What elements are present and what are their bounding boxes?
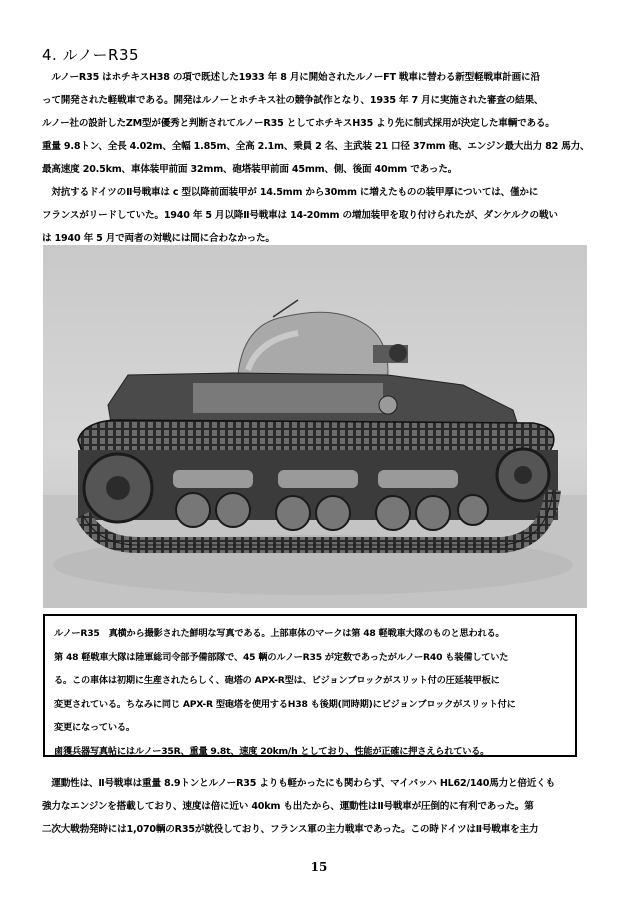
text-line: 二次大戦勃発時には1,070輌のR35が就役しており、フランス軍の主力戦車であった。この時ドイツはⅡ号戦車を主力 [42, 824, 539, 835]
text-line: 強力なエンジンを搭載しており、速度は倍に近い 40km も出たから、運動性はⅡ号戦車が圧倒的に有利であった。第 [42, 801, 534, 812]
text-line: は 1940 年 5 月で両者の対戦には間に合わなかった。 [42, 233, 275, 244]
page-number: 15 [310, 860, 328, 874]
text-line: 最高速度 20.5km、車体装甲前面 32mm、砲塔装甲前面 45mm、側、後面 40mm であった。 [42, 164, 458, 175]
text-line: 運動性は、Ⅱ号戦車は重量 8.9トンとルノーR35 よりも軽かったにも関わらず、マイバッハ HL62/140馬力と倍近くも [42, 778, 555, 789]
text-line: って開発された軽戦車である。開発はルノーとホチキス社の競争試作となり、1935 年 7 月に実施された審査の結果、 [42, 95, 544, 106]
outro-paragraph [42, 772, 598, 841]
caption-line: る。この車体は初期に生産されたらしく、砲塔の APX-R型は、ビジョンブロックがスリット付の圧延装甲板に [54, 675, 500, 686]
intro-paragraph [42, 66, 598, 250]
caption-line: 第 48 軽戦車大隊は陸軍総司令部予備部隊で、45 輌のルノーR35 が定数であったがルノーR40 も装備していた [54, 651, 509, 663]
caption-line: 変更されている。ちなみに同じ APX-R 型砲塔を使用するH38 も後期(同時期)にビジョンブロックがスリット付に [54, 698, 516, 710]
text-line: フランスがリードしていた。1940 年 5 月以降Ⅱ号戦車は 14-20mm の増加装甲を取り付けられたが、ダンケルクの戦い [42, 210, 558, 221]
tank-photo [43, 245, 587, 608]
caption-line: 変更になっている。 [54, 722, 135, 733]
photo-caption-box [43, 614, 577, 757]
text-line: ルノー社の設計したZM型が優秀と判断されてルノーR35 としてホチキスH35 より先に制式採用が決定した車輌である。 [42, 118, 555, 129]
text-line: 対抗するドイツのⅡ号戦車は c 型以降前面装甲が 14.5mm から30mm に増えたものの装甲厚については、僅かに [42, 187, 539, 198]
caption-line: ルノーR35 真横から撮影された鮮明な写真である。上部車体のマークは第 48 軽戦車大隊のものと思われる。 [54, 628, 505, 639]
caption-line: 鹵獲兵器写真帖にはルノー35R、重量 9.8t、速度 20km/h としており、性能が正確に押さえられている。 [54, 745, 490, 757]
text-line: 重量 9.8トン、全長 4.02m、全幅 1.85m、全高 2.1m、乗員 2 名、主武装 21 口径 37mm 砲、エンジン最大出力 82 馬力、 [42, 141, 590, 152]
text-line: ルノーR35 はホチキスH38 の項で既述した1933 年 8 月に開始されたルノーFT 戦車に替わる新型軽戦車計画に沿 [42, 72, 540, 83]
section-title: 4. ルノーR35 [42, 46, 140, 64]
